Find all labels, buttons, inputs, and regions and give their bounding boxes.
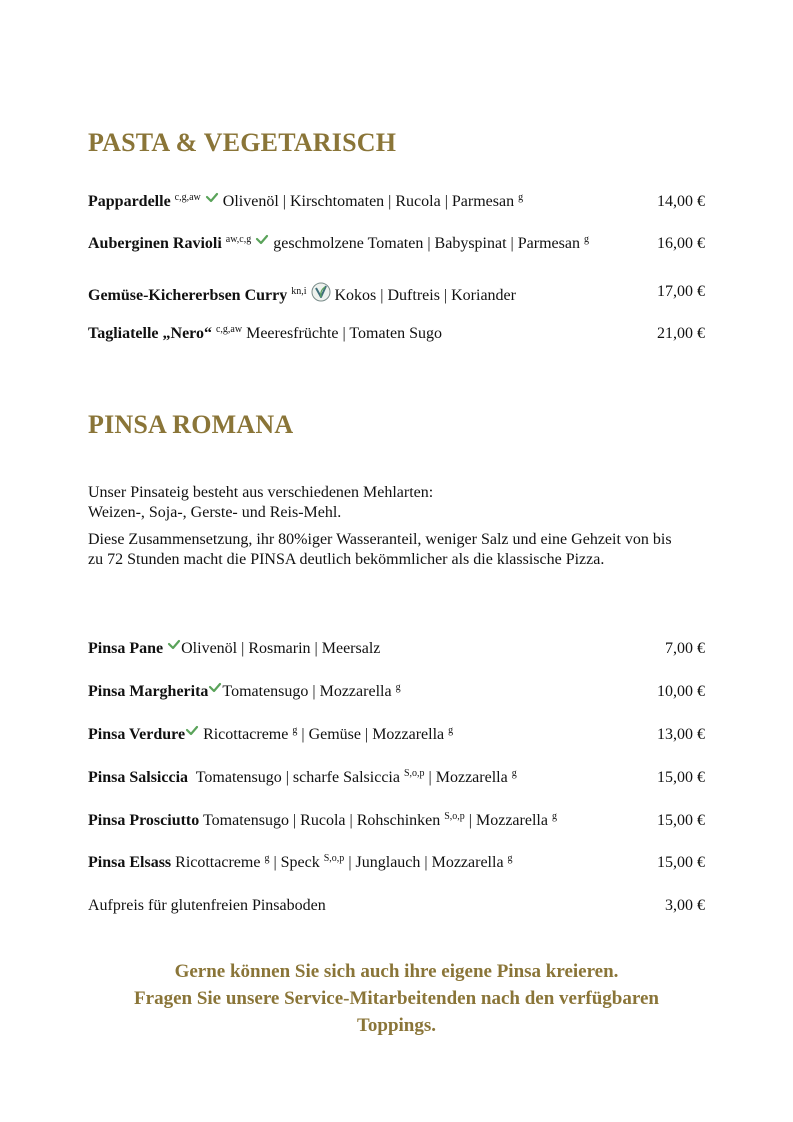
intro-line: Weizen-, Soja-, Gerste- und Reis-Mehl. — [88, 504, 342, 521]
allergen-codes: S,o,p — [403, 768, 425, 779]
menu-item — [88, 324, 705, 344]
dish-price: 16,00 € — [657, 235, 705, 252]
footer-line: Gerne können Sie sich auch ihre eigene Pinsa kreieren. — [174, 961, 619, 982]
vegetarian-check-icon — [208, 682, 222, 694]
menu-item — [88, 853, 705, 873]
dish-price: 15,00 € — [657, 812, 705, 829]
intro-line: Unser Pinsateig besteht aus verschiedenen Mehlarten: — [88, 484, 434, 501]
dish-name: Auberginen Ravioli — [88, 235, 222, 252]
dish-price: 17,00 € — [657, 283, 705, 300]
allergen-codes: c,g,aw — [174, 192, 201, 203]
dish-description: Ricottacreme — [175, 854, 261, 871]
vegetarian-check-icon — [167, 639, 181, 651]
vegetarian-check-icon — [255, 234, 269, 246]
intro-paragraph: Diese Zusammensetzung, ihr 80%iger Wasseranteil, weniger Salz und eine Gehzeit von bis zu 72 Stunden macht die PINSA deutlich bekömmlicher als die klassische Pizza. — [88, 531, 672, 568]
dish-name: Gemüse-Kichererbsen Curry — [88, 287, 288, 304]
dish-description: geschmolzene Tomaten | Babyspinat | Parmesan — [273, 235, 580, 252]
dish-description: Olivenöl | Rosmarin | Meersalz — [181, 640, 381, 657]
menu-item — [88, 282, 705, 302]
dish-description: Olivenöl | Kirschtomaten | Rucola | Parmesan — [222, 193, 515, 210]
dish-name: Pinsa Pane — [88, 640, 164, 657]
menu-item — [88, 811, 705, 831]
menu-item — [88, 768, 705, 788]
dish-name: Pinsa Salsiccia — [88, 769, 189, 786]
dish-description: | Mozzarella — [468, 812, 548, 829]
allergen-codes: kn,i — [291, 286, 307, 297]
allergen-codes: g — [518, 192, 524, 203]
footer-line: Fragen Sie unsere Service-Mitarbeitenden nach den verfügbaren — [134, 988, 659, 1009]
allergen-codes: g — [292, 725, 298, 736]
dish-price: 21,00 € — [657, 325, 705, 342]
surcharge-row — [88, 896, 705, 916]
dish-description: Ricottacreme — [203, 726, 289, 743]
dish-name: Pappardelle — [88, 193, 171, 210]
allergen-codes: g — [448, 725, 454, 736]
menu-item — [88, 192, 705, 212]
dish-price: 14,00 € — [657, 193, 705, 210]
menu-item — [88, 682, 705, 702]
dish-price: 15,00 € — [657, 769, 705, 786]
dish-description: Kokos | Duftreis | Koriander — [334, 287, 516, 304]
dish-description: Tomatensugo | scharfe Salsiccia — [195, 769, 400, 786]
dish-name: Pinsa Verdure — [88, 726, 186, 743]
allergen-codes: c,g,aw — [215, 324, 243, 335]
allergen-codes: g — [551, 811, 557, 822]
surcharge-label: Aufpreis für glutenfreien Pinsaboden — [88, 897, 326, 914]
allergen-codes: g — [507, 853, 513, 864]
dish-price: 10,00 € — [657, 683, 705, 700]
dish-name: Pinsa Margherita — [88, 683, 209, 700]
dish-price: 13,00 € — [657, 726, 705, 743]
section-heading-pinsa: PINSA ROMANA — [88, 410, 294, 439]
dish-name: Tagliatelle „Nero“ — [88, 325, 212, 342]
allergen-codes: S,o,p — [444, 811, 465, 822]
vegetarian-check-icon — [205, 192, 219, 204]
menu-item — [88, 725, 705, 745]
dish-description: Tomatensugo | Rucola | Rohschinken — [202, 812, 441, 829]
dish-description: | Junglauch | Mozzarella — [348, 854, 504, 871]
vegetarian-check-icon — [185, 725, 199, 737]
section-heading-pasta: PASTA & VEGETARISCH — [88, 128, 397, 157]
allergen-codes: g — [395, 682, 401, 693]
surcharge-price: 3,00 € — [665, 897, 705, 914]
dish-price: 15,00 € — [657, 854, 705, 871]
menu-item — [88, 234, 705, 254]
footer-note — [88, 958, 705, 1039]
dish-name: Pinsa Prosciutto — [88, 812, 200, 829]
dish-description: | Gemüse | Mozzarella — [301, 726, 445, 743]
dish-description: Meeresfrüchte | Tomaten Sugo — [246, 325, 443, 342]
menu-item — [88, 639, 705, 659]
footer-line: Toppings. — [356, 1015, 437, 1036]
dish-description: Tomatensugo | Mozzarella — [222, 683, 392, 700]
allergen-codes: g — [511, 768, 517, 779]
dish-name: Pinsa Elsass — [88, 854, 172, 871]
allergen-codes: S,o,p — [323, 853, 345, 864]
allergen-codes: g — [264, 853, 270, 864]
vegan-leaf-icon — [311, 282, 331, 302]
allergen-codes: g — [583, 234, 589, 245]
dish-description: | Mozzarella — [428, 769, 508, 786]
dish-description: | Speck — [273, 854, 320, 871]
pinsa-intro — [88, 483, 688, 577]
dish-price: 7,00 € — [665, 640, 705, 657]
allergen-codes: aw,c,g — [225, 234, 252, 245]
